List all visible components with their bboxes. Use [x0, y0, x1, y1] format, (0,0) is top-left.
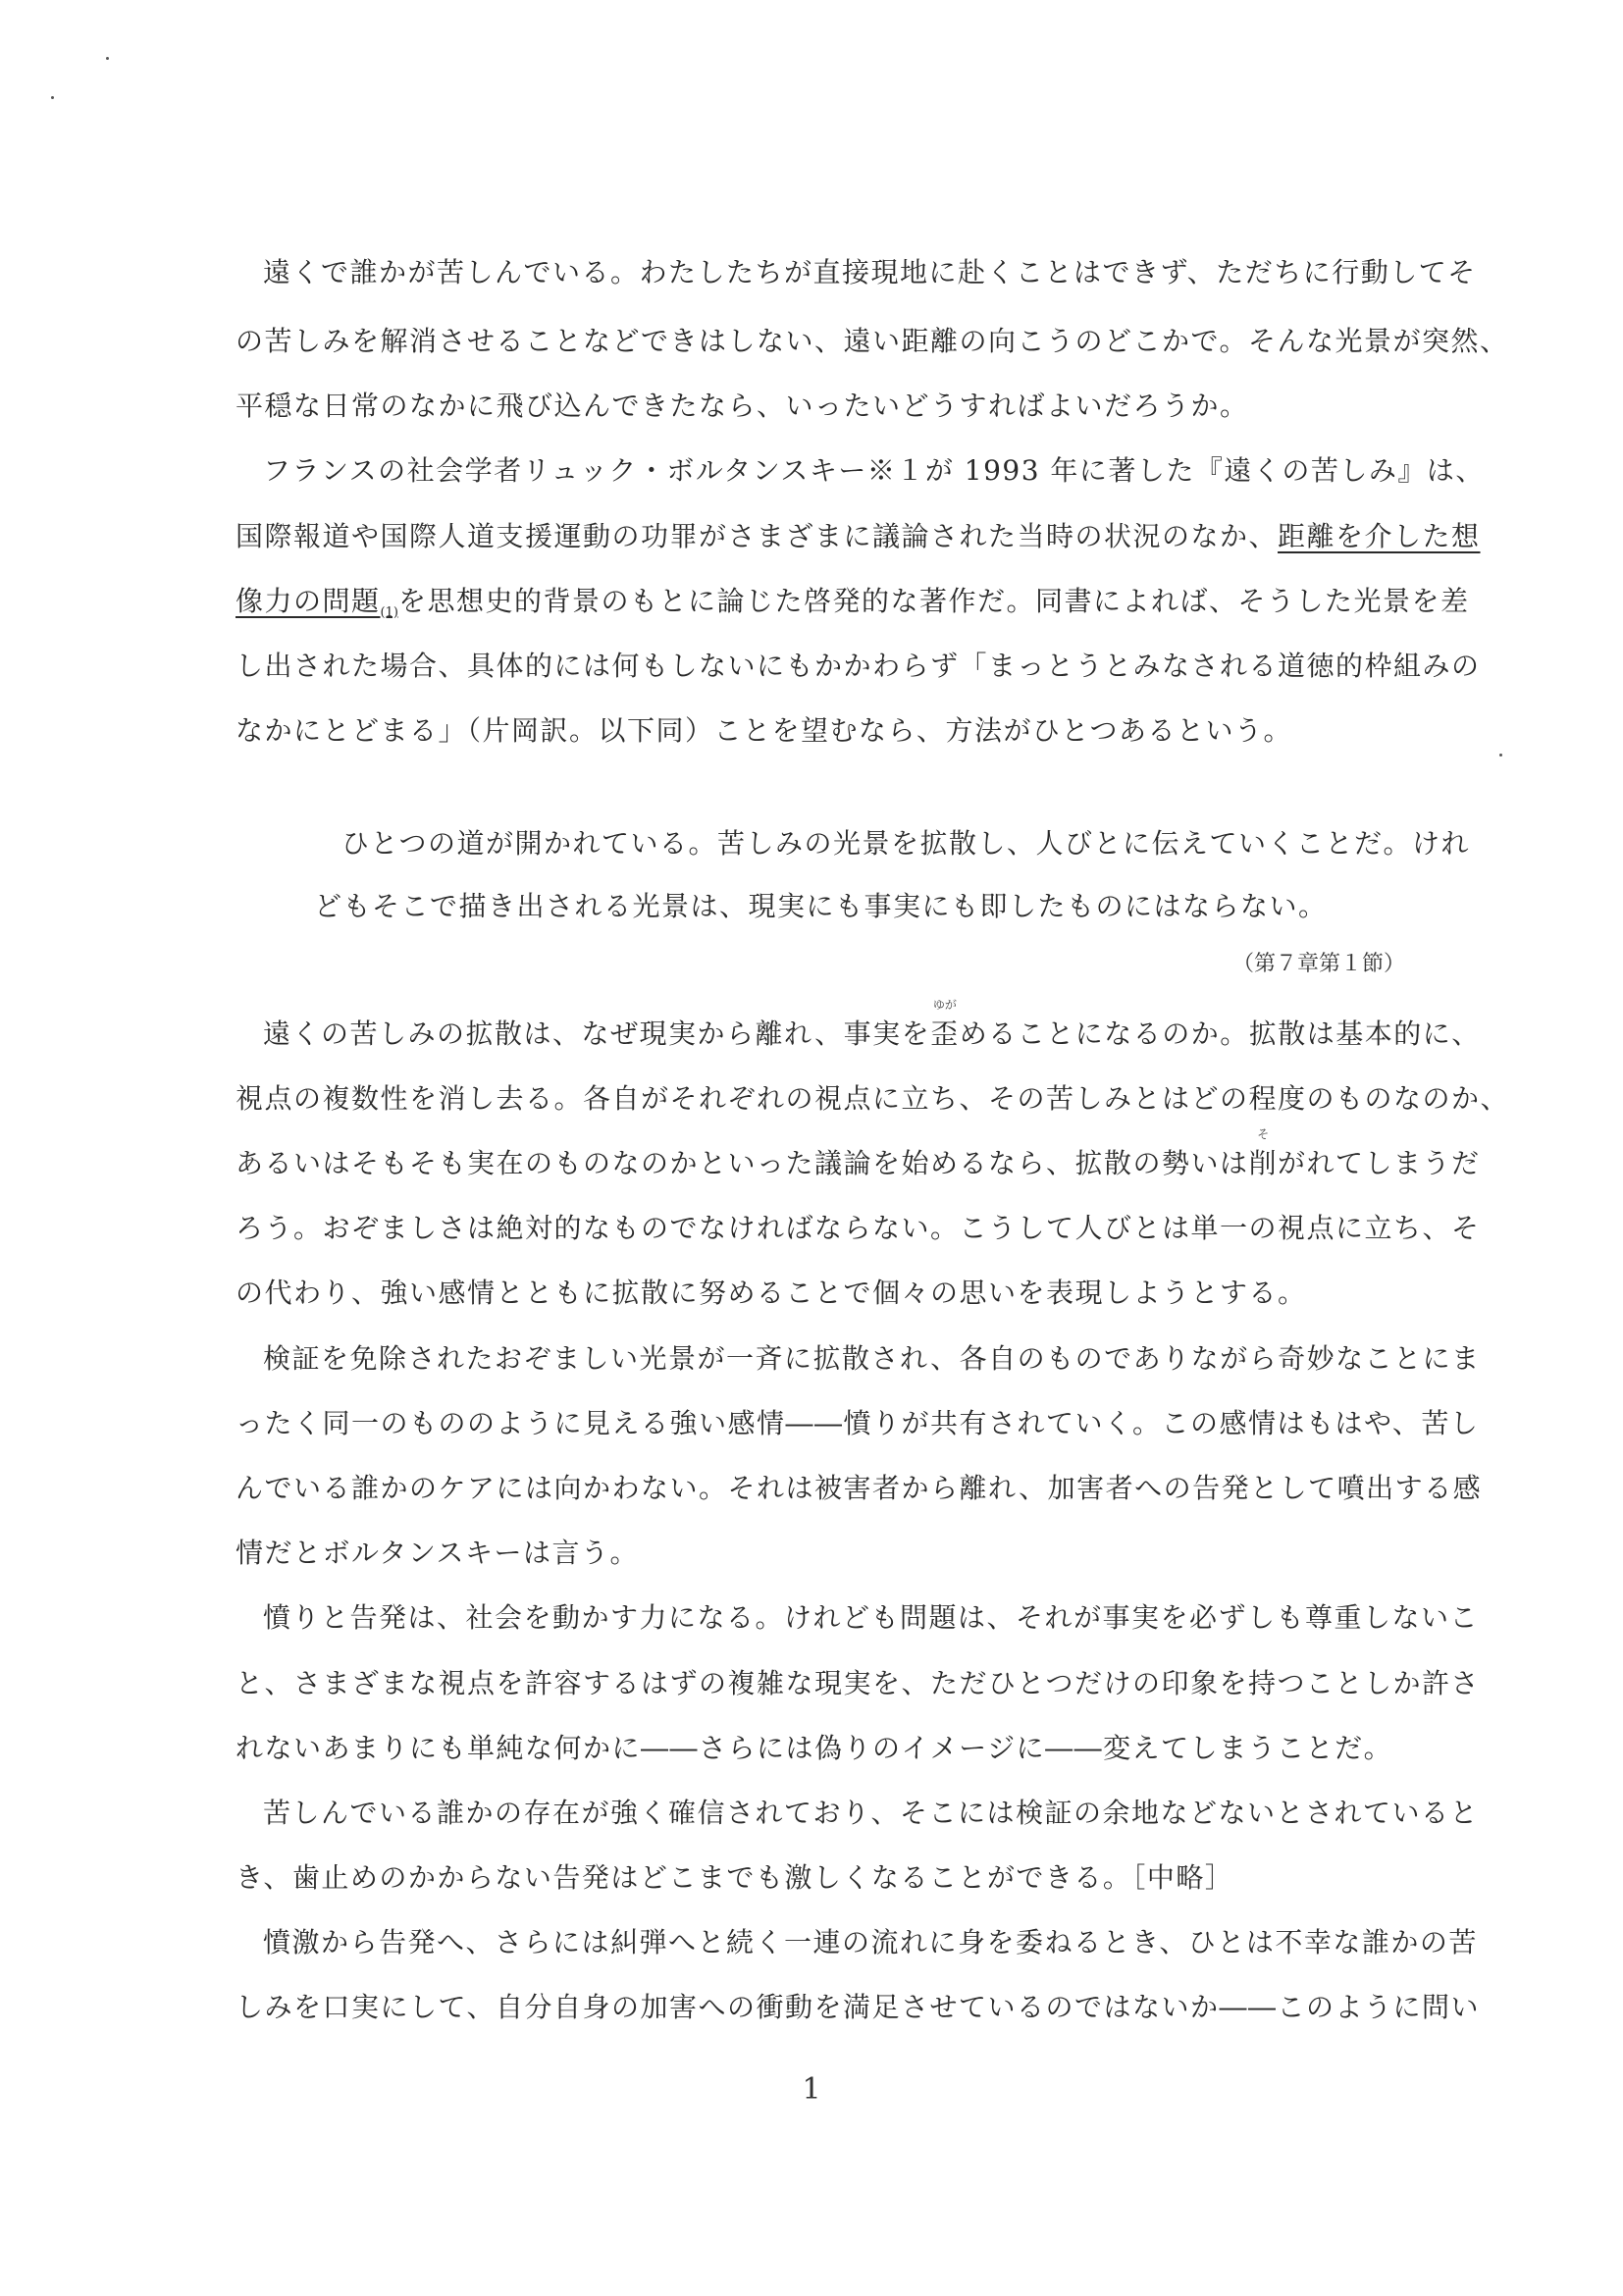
paragraph-2-line-2 — [236, 517, 1481, 556]
paragraph-5-line-3: れないあまりにも単純な何かに――さらには偽りのイメージに――変えてしまうことだ。 — [236, 1732, 1393, 1764]
paragraph-3-line-1-text-end: めることになるのか。拡散は基本的に、 — [959, 1018, 1481, 1050]
scan-speck — [106, 57, 109, 60]
underlined-phrase-1-text: 像力の問題 — [236, 585, 381, 617]
scan-speck — [51, 96, 54, 99]
paragraph-3-line-4: ろう。おぞましさは絶対的なものでなければならない。こうして人びとは単一の視点に立ち、そ — [236, 1212, 1481, 1244]
ruby-word — [930, 998, 960, 1054]
quote-source: （第７章第１節） — [1231, 952, 1405, 976]
underlined-phrase-1: 距離を介した想 — [1278, 520, 1481, 552]
paragraph-5-line-1: 憤りと告発は、社会を動かす力になる。けれども問題は、それが事実を必ずしも尊重しないこ — [263, 1601, 1480, 1634]
paragraph-2-line-3 — [236, 582, 1469, 633]
paragraph-1-line-2: の苦しみを解消させることなどできはしない、遠い距離の向こうのどこかで。そんな光景が突然、 — [236, 325, 1509, 357]
paragraph-7-line-1: 憤激から告発へ、さらには糾弾へと続く一連の流れに身を委ねるとき、ひとは不幸な誰かの苦 — [263, 1926, 1478, 1958]
paragraph-3-line-1-text: 遠くの苦しみの拡散は、なぜ現実から離れ、事実を — [263, 1018, 931, 1050]
paragraph-3-line-3-text-end: がれてしまうだ — [1278, 1147, 1481, 1179]
paragraph-1-line-3: 平穏な日常のなかに飛び込んできたなら、いったいどうすればよいだろうか。 — [236, 390, 1249, 422]
scan-speck — [1499, 754, 1502, 757]
page-number: 1 — [802, 2072, 821, 2107]
paragraph-2-line-5: なかにとどまる」（片岡訳。以下同）ことを望むなら、方法がひとつあるという。 — [236, 714, 1292, 747]
paragraph-4-line-4: 情だとボルタンスキーは言う。 — [236, 1537, 640, 1569]
ruby-word — [1248, 1127, 1279, 1183]
paragraph-6-line-1: 苦しんでいる誰かの存在が強く確信されており、そこには検証の余地などないとされていると — [263, 1797, 1480, 1829]
paragraph-2-line-4: し出された場合、具体的には何もしないにもかかわらず「まっとうとみなされる道徳的枠組みの — [236, 650, 1481, 682]
ruby-base: 削 — [1248, 1147, 1279, 1179]
ruby-base: 歪 — [930, 1018, 960, 1050]
paragraph-1-line-1: 遠くで誰かが苦しんでいる。わたしたちが直接現地に赴くことはできず、ただちに行動してそ — [263, 256, 1477, 288]
paragraph-3-line-5: の代わり、強い感情とともに拡散に努めることで個々の思いを表現しようとする。 — [236, 1277, 1307, 1309]
paragraph-4-line-1: 検証を免除されたおぞましい光景が一斉に拡散され、各自のものでありながら奇妙なことにま — [263, 1342, 1481, 1375]
paragraph-3-line-3 — [236, 1127, 1481, 1183]
paragraph-4-line-3: んでいる誰かのケアには向かわない。それは被害者から離れ、加害者への告発として噴出する感 — [236, 1472, 1483, 1504]
paragraph-3-line-2: 視点の複数性を消し去る。各自がそれぞれの視点に立ち、その苦しみとはどの程度のものなのか、 — [236, 1082, 1510, 1115]
paragraph-4-line-2: ったく同一のもののように見える強い感情――憤りが共有されていく。この感情はもはや、苦し — [236, 1407, 1480, 1439]
paragraph-6-line-2: き、歯止めのかからない告発はどこまでも激しくなることができる。［中略］ — [236, 1861, 1234, 1894]
paragraph-2-line-2-text: 国際報道や国際人道支援運動の功罪がさまざまに議論された当時の状況のなか、 — [236, 520, 1279, 552]
underline-marker: (1) — [380, 605, 398, 620]
ruby-reading: そ — [1257, 1127, 1270, 1141]
ruby-reading: ゆが — [932, 998, 957, 1012]
underlined-phrase-1-continued — [236, 585, 398, 620]
paragraph-2-line-3-text: を思想史的背景のもとに論じた啓発的な著作だ。同書によれば、そうした光景を差 — [397, 585, 1470, 617]
paragraph-3-line-3-text: あるいはそもそも実在のものなのかといった議論を始めるなら、拡散の勢いは — [236, 1147, 1249, 1179]
paragraph-5-line-2: と、さまざまな視点を許容するはずの複雑な現実を、ただひとつだけの印象を持つことしか許さ — [236, 1667, 1480, 1699]
paragraph-2-line-1: フランスの社会学者リュック・ボルタンスキー※１が 1993 年に著した『遠くの苦しみ』は、 — [263, 454, 1485, 487]
paragraph-7-line-2: しみを口実にして、自分自身の加害への衝動を満足させているのではないか――このように問い — [236, 1991, 1480, 2023]
quote-line-2: どもそこで描き出される光景は、現実にも事実にも即したものにはならない。 — [314, 890, 1328, 922]
quote-line-1: ひとつの道が開かれている。苦しみの光景を拡散し、人びとに伝えていくことだ。けれ — [341, 827, 1470, 860]
paragraph-3-line-1 — [263, 998, 1481, 1054]
